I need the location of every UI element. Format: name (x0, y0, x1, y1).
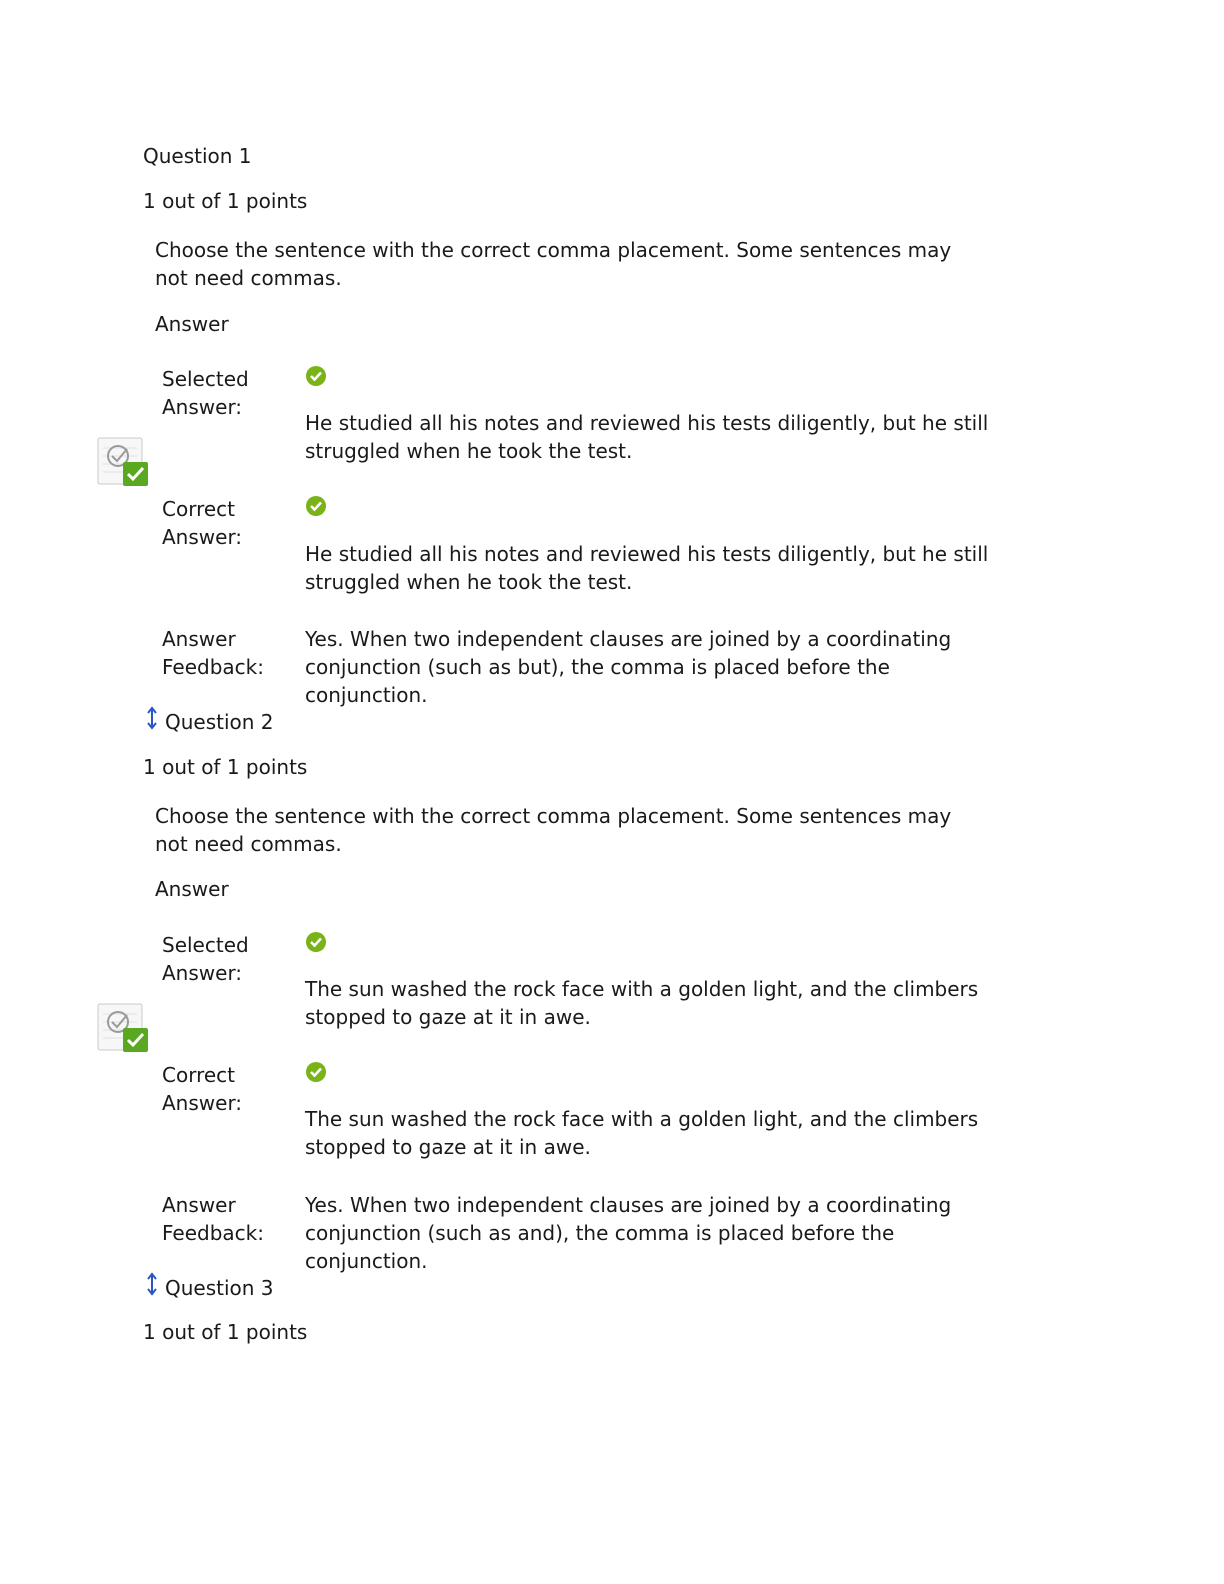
reorder-arrows-icon[interactable] (145, 1272, 159, 1298)
question-1-correct-check-icon (305, 495, 1005, 524)
question-1-points: 1 out of 1 points (143, 189, 308, 213)
question-2-prompt: Choose the sentence with the correct comma placement. Some sentences may not need commas. (155, 804, 952, 856)
question-1-correct-answer: He studied all his notes and reviewed his tests diligently, but he still struggled when he took the test. (305, 542, 989, 594)
question-1-feedback-label: Answer Feedback: (162, 627, 264, 679)
question-1-selected-check-icon (305, 365, 1005, 394)
question-2-selected-label: Selected Answer: (162, 933, 249, 985)
question-1-prompt: Choose the sentence with the correct comma placement. Some sentences may not need commas. (155, 238, 952, 290)
graded-document-icon (97, 436, 151, 488)
question-1-selected-label: Selected Answer: (162, 367, 249, 419)
question-1-correct-label: Correct Answer: (162, 497, 243, 549)
reorder-arrows-icon[interactable] (145, 706, 159, 732)
question-2-correct-label: Correct Answer: (162, 1063, 243, 1115)
question-1-answer-header: Answer (155, 312, 229, 336)
graded-document-icon (97, 1002, 151, 1054)
question-1-selected-answer: He studied all his notes and reviewed his tests diligently, but he still struggled when he took the test. (305, 411, 989, 463)
question-3-title: Question 3 (165, 1276, 274, 1300)
question-2-correct-answer: The sun washed the rock face with a golden light, and the climbers stopped to gaze at it in awe. (305, 1107, 979, 1159)
question-3-points: 1 out of 1 points (143, 1320, 308, 1344)
question-2-points: 1 out of 1 points (143, 755, 308, 779)
question-1-title: Question 1 (143, 144, 252, 168)
question-2-selected-check-icon (305, 931, 1005, 960)
question-2-feedback: Yes. When two independent clauses are joined by a coordinating conjunction (such as and), the comma is placed before the conjunction. (305, 1193, 952, 1273)
question-2-title: Question 2 (165, 710, 274, 734)
question-2-selected-answer: The sun washed the rock face with a golden light, and the climbers stopped to gaze at it in awe. (305, 977, 979, 1029)
question-1-feedback: Yes. When two independent clauses are joined by a coordinating conjunction (such as but), the comma is placed before the conjunction. (305, 627, 952, 707)
question-2-correct-check-icon (305, 1061, 1005, 1090)
question-2-answer-header: Answer (155, 877, 229, 901)
question-2-feedback-label: Answer Feedback: (162, 1193, 264, 1245)
